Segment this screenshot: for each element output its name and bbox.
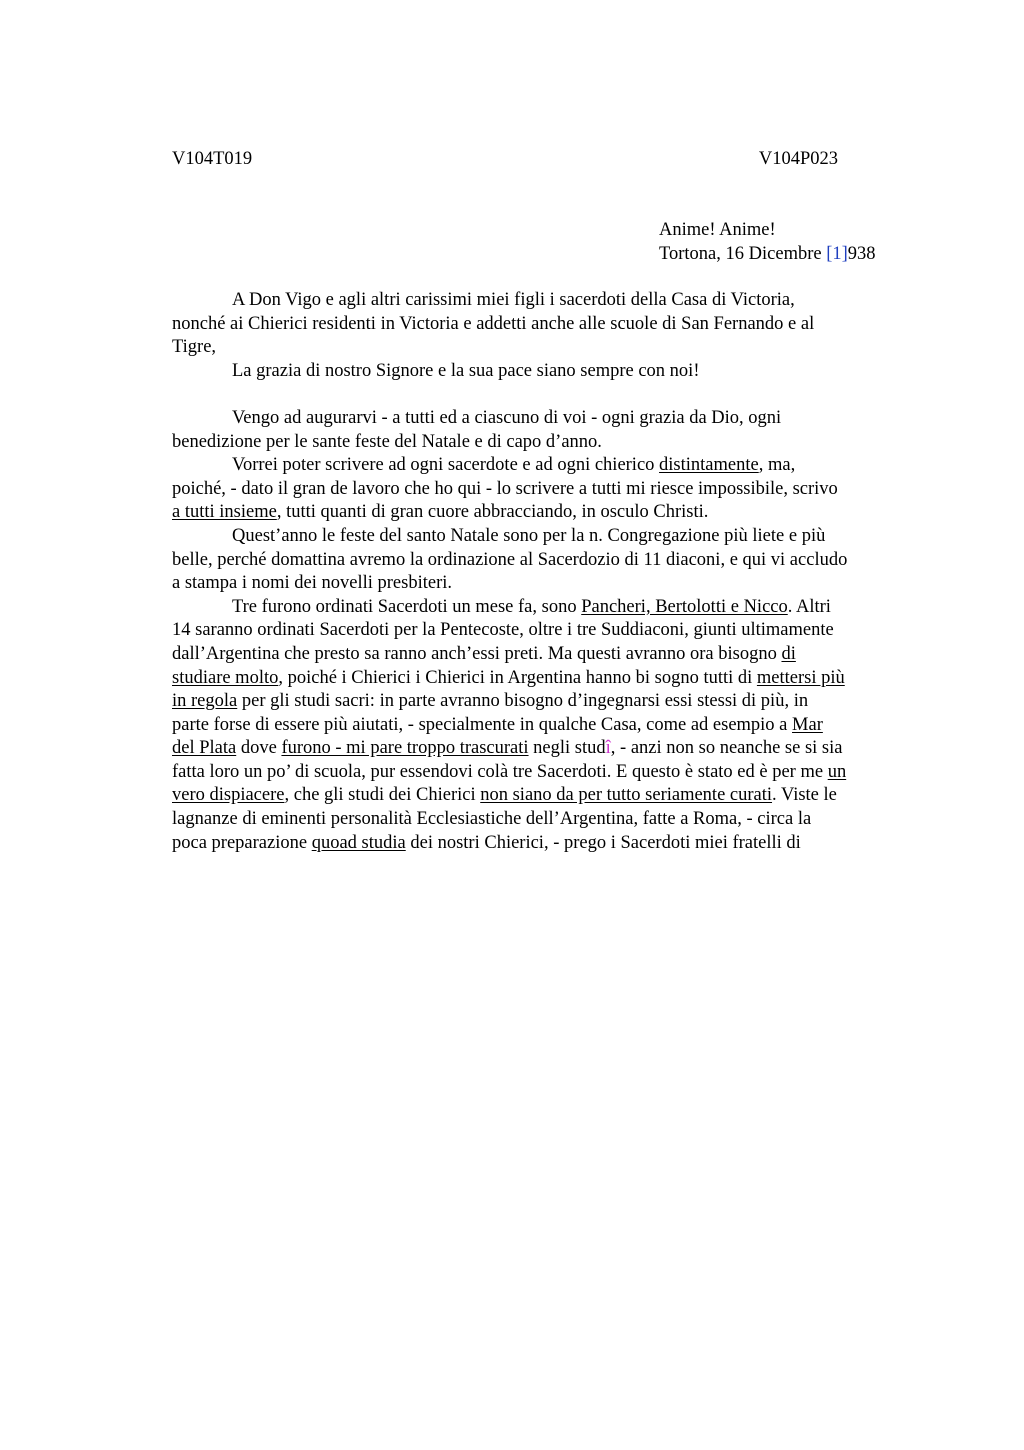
underlined-text: mettersi più <box>756 667 845 688</box>
text-run: , che gli studi dei Chierici <box>284 785 481 806</box>
underlined-text: furono - mi pare troppo trascurati <box>281 738 529 759</box>
text-run: poca preparazione <box>172 832 312 853</box>
letter-body <box>172 289 932 855</box>
text-run: Tre furono ordinati Sacerdoti un mese fa, sono <box>232 596 582 617</box>
underlined-text: studiare molto <box>172 667 279 688</box>
underlined-text: di <box>781 643 796 664</box>
motto-and-dateline <box>659 218 876 266</box>
editorial-mark: î <box>605 738 611 759</box>
address-line: A Don Vigo e agli altri carissimi miei figli i sacerdoti della Casa di Victoria, <box>232 290 795 310</box>
paragraph-line: belle, perché domattina avremo la ordinazione al Sacerdozio di 11 diaconi, e qui vi accludo <box>172 549 848 570</box>
underlined-text: distintamente <box>659 455 759 476</box>
paragraph-line <box>172 761 932 785</box>
text-run: Vorrei poter scrivere ad ogni sacerdote e ad ogni chierico <box>232 455 660 476</box>
motto: Anime! Anime! <box>659 220 776 240</box>
underlined-text: vero dispiacere <box>172 785 285 806</box>
document-code-left: V104T019 <box>172 149 253 169</box>
greeting-line: La grazia di nostro Signore e la sua pace siano sempre con noi! <box>232 360 700 381</box>
paragraph-line <box>172 596 932 620</box>
underlined-text: in regola <box>172 691 238 712</box>
paragraph-line <box>172 501 932 525</box>
document-code-right: V104P023 <box>758 149 838 169</box>
paragraph-line: lagnanze di eminenti personalità Ecclesiastiche dell’Argentina, fatte a Roma, - circa la <box>172 809 812 830</box>
paragraph-line: 14 saranno ordinati Sacerdoti per la Pentecoste, oltre i tre Suddiaconi, giunti ultimamente <box>172 620 834 641</box>
underlined-text: del Plata <box>172 738 237 759</box>
text-run: , tutti quanti di gran cuore abbracciando, in osculo Christi. <box>276 502 709 523</box>
text-run: , - anzi non so neanche se si sia <box>610 738 843 759</box>
underlined-text: quoad studia <box>311 832 406 853</box>
underlined-text: un <box>827 761 847 782</box>
underlined-text: Pancheri, Bertolotti e Nicco <box>581 596 788 617</box>
paragraph-line <box>172 643 932 667</box>
paragraph-line: Vengo ad augurarvi - a tutti ed a ciascuno di voi - ogni grazia da Dio, ogni <box>232 407 782 428</box>
underlined-text: a tutti insieme <box>172 502 277 523</box>
dateline-year-tail: 938 <box>847 244 876 264</box>
text-run: fatta loro un po’ di scuola, pur essendovi colà tre Sacerdoti. E questo è stato ed è per me <box>172 761 828 782</box>
paragraph-line <box>172 784 932 808</box>
paragraph-line <box>172 690 932 714</box>
paragraph-line: a stampa i nomi dei novelli presbiteri. <box>172 573 453 594</box>
text-run: dei nostri Chierici, - prego i Sacerdoti miei fratelli di <box>405 832 801 853</box>
header-codes <box>172 147 838 171</box>
dateline <box>659 242 876 266</box>
paragraph-line <box>172 737 932 761</box>
text-run: dall’Argentina che presto sa ranno anch’essi preti. Ma questi avranno ora bisogno <box>172 643 782 664</box>
underlined-text: Mar <box>792 714 823 735</box>
text-run: . Viste le <box>772 785 837 806</box>
underlined-text: non siano da per tutto seriamente curati <box>480 785 773 806</box>
paragraph-line <box>172 714 932 738</box>
text-run: per gli studi sacri: in parte avranno bisogno d’ingegnarsi essi stessi di più, in <box>237 691 809 712</box>
address-line: Tigre, <box>172 337 217 358</box>
footnote-reference-link[interactable]: [1] <box>826 244 848 264</box>
paragraph-line <box>172 667 932 691</box>
address-line: nonché ai Chierici residenti in Victoria e addetti anche alle scuole di San Fernando e al <box>172 313 815 334</box>
text-run: , ma, <box>758 455 796 476</box>
text-run: parte forse di essere più aiutati, - specialmente in qualche Casa, come ad esempio a <box>172 714 793 735</box>
dateline-place-date: Tortona, 16 Dicembre <box>659 244 827 264</box>
paragraph-line: benedizione per le sante feste del Natale e di capo d’anno. <box>172 431 602 452</box>
text-run: , poiché i Chierici i Chierici in Argentina hanno bi sogno tutti di <box>278 667 757 688</box>
paragraph-line <box>172 454 932 478</box>
paragraph-line <box>172 832 932 856</box>
text-run: . Altri <box>787 596 831 617</box>
paragraph-line: Quest’anno le feste del santo Natale sono per la n. Congregazione più liete e più <box>232 525 826 546</box>
text-run: negli stud <box>528 738 606 759</box>
text-run: dove <box>236 738 282 759</box>
paragraph-gap <box>172 383 932 407</box>
paragraph-line: poiché, - dato il gran de lavoro che ho qui - lo scrivere a tutti mi riesce impossibile, scrivo <box>172 478 838 499</box>
